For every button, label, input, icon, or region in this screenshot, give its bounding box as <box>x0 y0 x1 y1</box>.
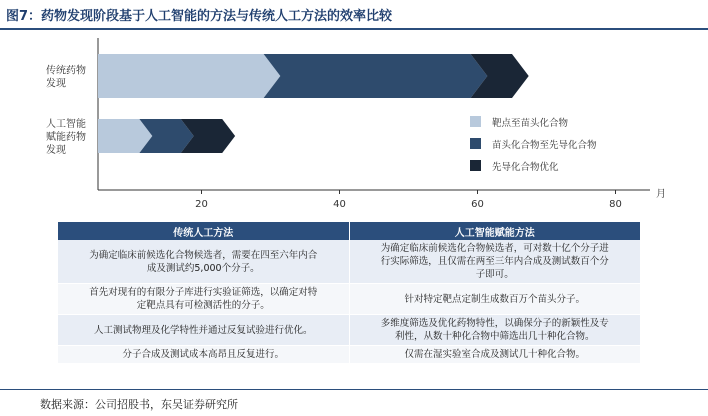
cell-traditional <box>58 315 349 346</box>
cell-line: 利性，从数十种化合物中筛选出几十种化合物。 <box>394 331 595 342</box>
cell-line: 子即可。 <box>475 269 514 280</box>
x-tick-label: 20 <box>195 199 208 210</box>
bar-segment <box>98 54 280 98</box>
comparison-table <box>58 222 640 364</box>
x-tick-label: 60 <box>471 199 484 210</box>
cell-line: 为确定临床前候选化合物候选者，需要在四至六年内合 <box>89 249 318 261</box>
cell-line: 人工测试物理及化学特性并通过反复试验进行优化。 <box>93 324 313 336</box>
table-row <box>58 284 640 315</box>
legend-label: 靶点至苗头化合物 <box>492 118 569 129</box>
cell-ai <box>349 284 640 315</box>
legend-label: 苗头化合物至先导化合物 <box>492 140 597 151</box>
cell-traditional <box>58 346 349 364</box>
x-tick-label: 40 <box>333 199 346 210</box>
cell-line: 首先对现有的有限分子库进行实验证筛选，以确定对特 <box>89 287 318 298</box>
category-label: 发现 <box>46 145 66 156</box>
bar-segment <box>264 54 488 98</box>
x-tick-label: 80 <box>609 199 622 210</box>
cell-ai <box>349 346 640 364</box>
efficiency-chart <box>0 30 708 220</box>
cell-line: 仅需在湿实验室合成及测试几十种化合物。 <box>404 349 585 360</box>
header-ai: 人工智能赋能方法 <box>349 222 640 240</box>
cell-line: 多维度筛选及优化药物特性，以确保分子的新颖性及专 <box>380 318 609 329</box>
legend-swatch <box>470 160 481 171</box>
source-note: 数据来源：公司招股书，东吴证券研究所 <box>40 398 238 411</box>
cell-traditional <box>58 240 349 284</box>
cell-ai <box>349 315 640 346</box>
cell-traditional <box>58 284 349 315</box>
cell-line: 行实际筛选，且仅需在两至三年内合成及测试数百个分 <box>380 256 609 267</box>
cell-line: 定靶点具有可检测活性的分子。 <box>136 300 270 311</box>
cell-line: 分子合成及测试成本高昂且反复进行。 <box>122 349 284 360</box>
table-row <box>58 315 640 346</box>
title-bar <box>0 0 708 30</box>
table-row <box>58 240 640 284</box>
cell-line: 为确定临床前候选化合物候选者，可对数十亿个分子进 <box>380 243 609 254</box>
legend-swatch <box>470 116 481 127</box>
cell-ai <box>349 240 640 284</box>
cell-line: 针对特定靶点定制生成数百万个苗头分子。 <box>404 293 585 305</box>
table-row <box>58 346 640 364</box>
category-label: 赋能药物 <box>46 132 86 143</box>
table-body <box>58 240 640 364</box>
category-label: 发现 <box>46 78 66 90</box>
legend-label: 先导化合物优化 <box>492 162 559 173</box>
figure-title: 图7：药物发现阶段基于人工智能的方法与传统人工方法的效率比较 <box>6 9 393 24</box>
header-traditional: 传统人工方法 <box>58 222 349 240</box>
x-unit-label: 月 <box>656 189 666 200</box>
category-label: 人工智能 <box>46 119 86 130</box>
category-label: 传统药物 <box>46 65 86 77</box>
table-header-row <box>58 222 640 240</box>
legend-swatch <box>470 138 481 149</box>
footer-divider <box>0 389 708 390</box>
cell-line: 成及测试约5,000个分子。 <box>146 262 260 274</box>
